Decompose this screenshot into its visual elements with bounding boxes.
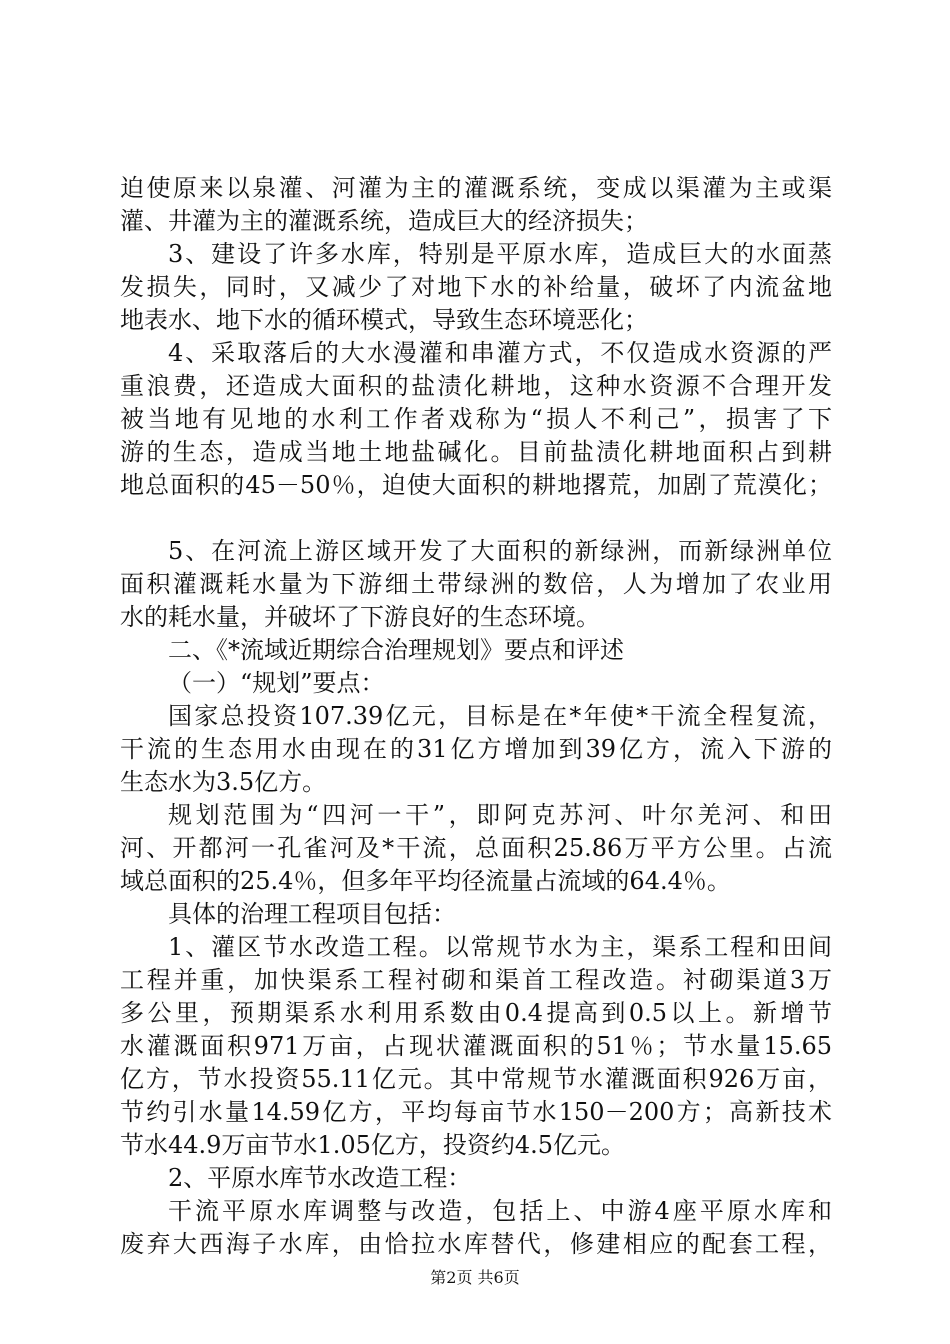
text-line: 多公里，预期渠系水利用系数由0.4提高到0.5以上。新增节 <box>120 999 832 1027</box>
text-line: 废弃大西海子水库，由恰拉水库替代，修建相应的配套工程， <box>120 1230 832 1258</box>
paragraph-gap <box>120 502 832 535</box>
text-line: 国家总投资107.39亿元，目标是在*年使*干流全程复流， <box>168 702 832 730</box>
document-body <box>120 172 832 1261</box>
text-line: 节水44.9万亩节水1.05亿方，投资约4.5亿元。 <box>120 1131 626 1159</box>
text-line: 河、开都河一孔雀河及*干流，总面积25.86万平方公里。占流 <box>120 834 832 862</box>
text-line: 重浪费，还造成大面积的盐渍化耕地，这种水资源不合理开发 <box>120 372 832 400</box>
text-line: 4、采取落后的大水漫灌和串灌方式，不仅造成水资源的严 <box>168 339 832 367</box>
subsection-heading: （一）“规划”要点： <box>168 669 385 697</box>
text-line: 地总面积的45－50％，迫使大面积的耕地撂荒，加剧了荒漠化； <box>120 471 832 499</box>
text-line: 3、建设了许多水库，特别是平原水库，造成巨大的水面蒸 <box>168 240 832 268</box>
text-line: 2、平原水库节水改造工程： <box>168 1164 472 1192</box>
text-line: 干流平原水库调整与改造，包括上、中游4座平原水库和 <box>168 1197 832 1225</box>
text-line: 面积灌溉耗水量为下游细土带绿洲的数倍，人为增加了农业用 <box>120 570 832 598</box>
section-heading: 二、《*流域近期综合治理规划》要点和评述 <box>168 636 624 664</box>
text-line: 水的耗水量，并破坏了下游良好的生态环境。 <box>120 603 600 631</box>
text-line: 水灌溉面积971万亩，占现状灌溉面积的51％；节水量15.65 <box>120 1032 832 1060</box>
page-footer: 第2页 共6页 <box>430 1268 520 1287</box>
text-line: 游的生态，造成当地土地盐碱化。目前盐渍化耕地面积占到耕 <box>120 438 832 466</box>
text-line: 生态水为3.5亿方。 <box>120 768 327 796</box>
text-line: 域总面积的25.4％，但多年平均径流量占流域的64.4％。 <box>120 867 731 895</box>
text-line: 干流的生态用水由现在的31亿方增加到39亿方，流入下游的 <box>120 735 832 763</box>
text-line: 被当地有见地的水利工作者戏称为“损人不利己”，损害了下 <box>120 405 832 433</box>
text-line: 工程并重，加快渠系工程衬砌和渠首工程改造。衬砌渠道3万 <box>120 966 832 994</box>
text-line: 具体的治理工程项目包括： <box>168 900 456 928</box>
text-line: 迫使原来以泉灌、河灌为主的灌溉系统，变成以渠灌为主或渠 <box>120 174 832 202</box>
text-line: 5、在河流上游区域开发了大面积的新绿洲，而新绿洲单位 <box>168 537 832 565</box>
text-line: 灌、井灌为主的灌溉系统，造成巨大的经济损失； <box>120 207 648 235</box>
text-line: 规划范围为“四河一干”，即阿克苏河、叶尔羌河、和田 <box>168 801 832 829</box>
text-line: 亿方，节水投资55.11亿元。其中常规节水灌溉面积926万亩， <box>120 1065 832 1093</box>
text-line: 1、灌区节水改造工程。以常规节水为主，渠系工程和田间 <box>168 933 832 961</box>
text-line: 地表水、地下水的循环模式，导致生态环境恶化； <box>120 306 648 334</box>
text-line: 发损失，同时，又减少了对地下水的补给量，破坏了内流盆地 <box>120 273 832 301</box>
text-line: 节约引水量14.59亿方，平均每亩节水150－200方；高新技术 <box>120 1098 832 1126</box>
